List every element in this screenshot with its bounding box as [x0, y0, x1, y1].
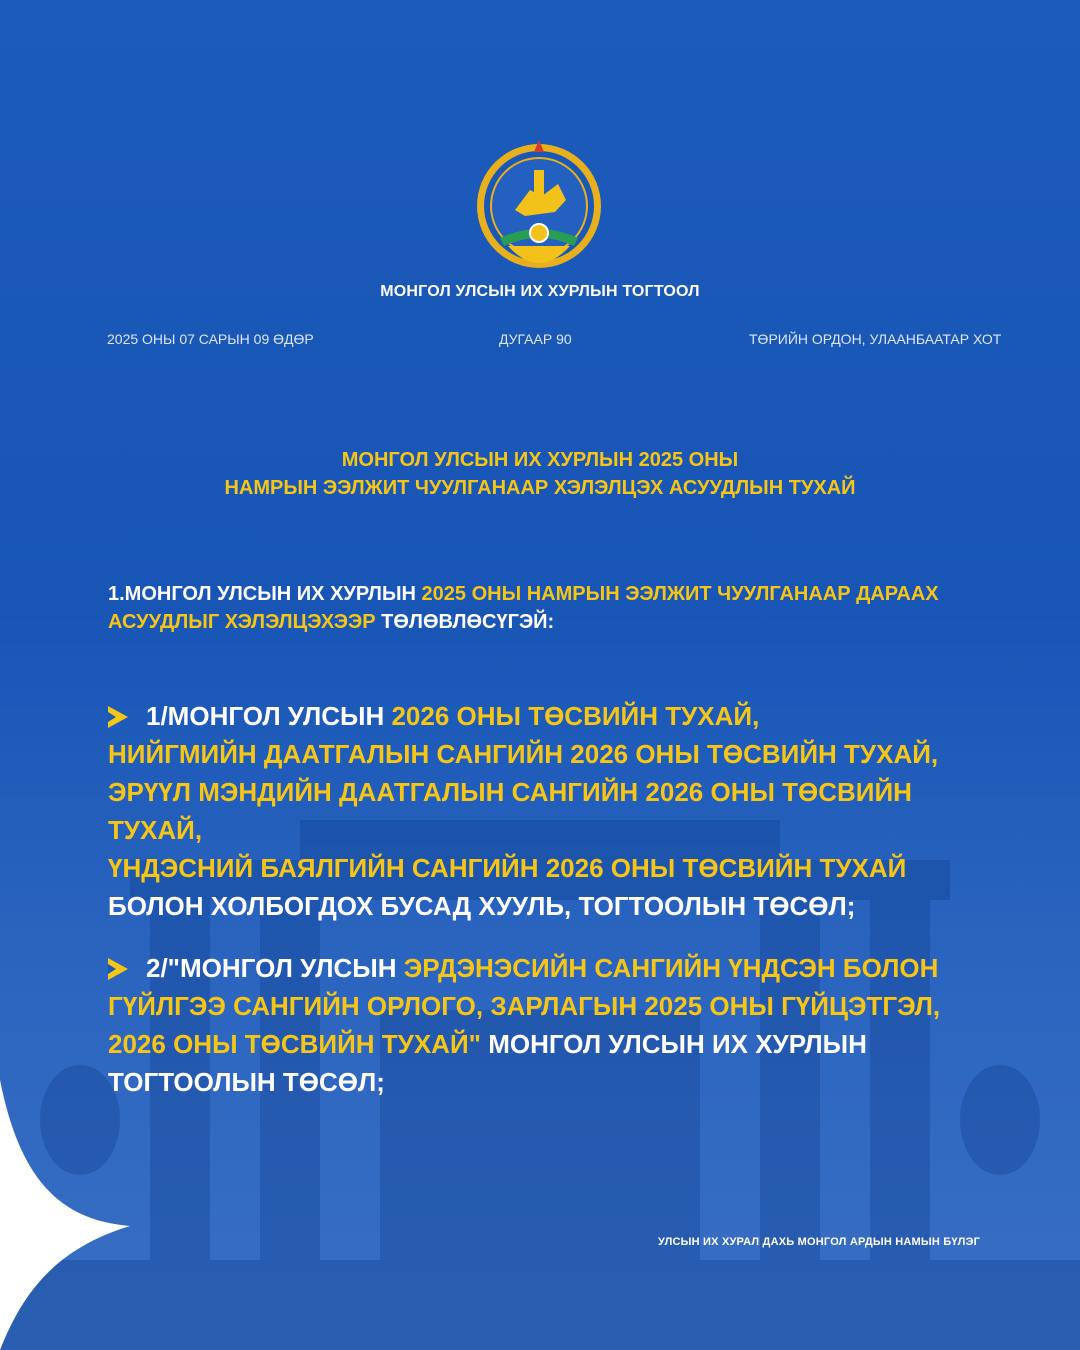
item-1-part-4: ЭРҮҮЛ МЭНДИЙН ДААТГАЛЫН САНГИЙН 2026 ОНЫ ТӨСВИЙН ТУХАЙ, — [108, 777, 912, 845]
item-1-part-2: 2026 ОНЫ ТӨСВИЙН ТУХАЙ, — [391, 701, 760, 731]
footer-caucus-name: УЛСЫН ИХ ХУРАЛ ДАХЬ МОНГОЛ АРДЫН НАМЫН БҮЛЭГ — [658, 1236, 981, 1248]
resolution-subject — [0, 446, 1080, 502]
paragraph-1-part-3: ТӨЛӨВЛӨСҮГЭЙ: — [375, 611, 555, 633]
item-1-part-6: БОЛОН ХОЛБОГДОХ БУСАД ХУУЛЬ, ТОГТООЛЫН ТӨСӨЛ; — [108, 891, 856, 921]
document-date: 2025 ОНЫ 07 САРЫН 09 ӨДӨР — [107, 331, 314, 347]
subject-line-2: НАМРЫН ЭЭЛЖИТ ЧУУЛГАНААР ХЭЛЭЛЦЭХ АСУУДЛЫН ТУХАЙ — [224, 477, 856, 499]
item-2-part-2: ЭРДЭНЭСИЙН САНГИЙН ҮНДСЭН БОЛОН ГҮЙЛГЭЭ САНГИЙН ОРЛОГО, ЗАРЛАГЫН 2025 ОНЫ ГҮЙЦЭТГЭЛ, 2026 ОНЫ ТӨСВИЙН ТУХАЙ" — [108, 953, 941, 1059]
document-place: ТӨРИЙН ОРДОН, УЛААНБААТАР ХОТ — [749, 331, 1002, 347]
agenda-item-1 — [108, 697, 988, 925]
subject-line-1: МОНГОЛ УЛСЫН ИХ ХУРЛЫН 2025 ОНЫ — [341, 449, 739, 471]
paragraph-1 — [108, 580, 968, 636]
paragraph-1-part-2: 2025 ОНЫ НАМРЫН ЭЭЛЖИТ ЧУУЛГАНААР ДАРААХ АСУУДЛЫГ ХЭЛЭЛЦЭХЭЭР — [108, 583, 939, 633]
state-emblem-logo — [470, 130, 608, 275]
document-title: МОНГОЛ УЛСЫН ИХ ХУРЛЫН ТОГТООЛ — [380, 283, 700, 300]
document-number: ДУГААР 90 — [499, 331, 572, 347]
item-2-part-3: МОНГОЛ УЛСЫН ИХ ХУРЛЫН ТОГТООЛЫН ТӨСӨЛ; — [108, 1029, 867, 1097]
item-2-part-1: 2/"МОНГОЛ УЛСЫН — [146, 953, 404, 983]
item-1-part-1: 1/МОНГОЛ УЛСЫН — [146, 701, 392, 731]
agenda-item-2 — [108, 949, 988, 1101]
arrow-bullet-icon — [108, 958, 128, 980]
paragraph-1-part-1: 1.МОНГОЛ УЛСЫН ИХ ХУРЛЫН — [108, 583, 422, 605]
arrow-bullet-icon — [108, 706, 128, 728]
item-1-part-3: НИЙГМИЙН ДААТГАЛЫН САНГИЙН 2026 ОНЫ ТӨСВИЙН ТУХАЙ, — [108, 739, 939, 769]
item-1-part-5: ҮНДЭСНИЙ БАЯЛГИЙН САНГИЙН 2026 ОНЫ ТӨСВИЙН ТУХАЙ — [108, 853, 907, 883]
